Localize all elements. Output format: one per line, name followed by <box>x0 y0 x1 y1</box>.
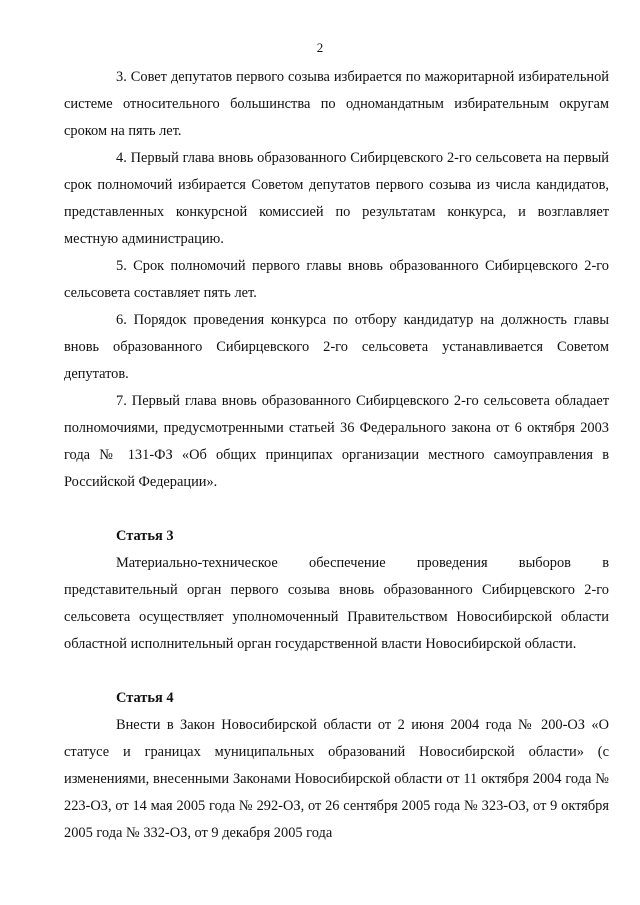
paragraph-7: 7. Первый глава вновь образованного Сибирцевского 2-го сельсовета обладает полномочиями, предусмотренными статьей 36 Федерального закона от 6 октября 2003 года № 131-ФЗ «Об общих принципах организации местного самоуправления в Российской Федерации». <box>64 393 609 490</box>
paragraph-4: 4. Первый глава вновь образованного Сибирцевского 2-го сельсовета на первый срок полномочий избирается Советом депутатов первого созыва из числа кандидатов, представленных конкурсной комиссией по результатам конкурса, и возглавляет местную администрацию. <box>64 150 609 247</box>
article-4-heading: Статья 4 <box>116 690 174 706</box>
article-3-heading: Статья 3 <box>116 528 174 544</box>
article-4-text: Внести в Закон Новосибирской области от 2 июня 2004 года № 200-ОЗ «О статусе и границах муниципальных образований Новосибирской области» (с изменениями, внесенными Законами Новосибирской области от 11 октября 2004 года № 223-ОЗ, от 14 мая 2005 года № 292-ОЗ, от 26 сентября 2005 года № 323-ОЗ, от 9 октября 2005 года № 332-ОЗ, от 9 декабря 2005 года <box>64 717 609 841</box>
paragraph-6: 6. Порядок проведения конкурса по отбору кандидатур на должность главы вновь образованного Сибирцевского 2-го сельсовета устанавливается Советом депутатов. <box>64 312 609 382</box>
article-3-text: Материально-техническое обеспечение проведения выборов в представительный орган первого созыва вновь образованного Сибирцевского 2-го сельсовета осуществляет уполномоченный Правительством Новосибирской области областной исполнительный орган государственной власти Новосибирской области. <box>64 555 609 652</box>
document-body <box>64 64 609 847</box>
page-number: 2 <box>316 40 324 55</box>
paragraph-3: 3. Совет депутатов первого созыва избирается по мажоритарной избирательной системе относительного большинства по одномандатным избирательным округам сроком на пять лет. <box>64 69 609 139</box>
paragraph-5: 5. Срок полномочий первого главы вновь образованного Сибирцевского 2-го сельсовета составляет пять лет. <box>64 258 609 301</box>
